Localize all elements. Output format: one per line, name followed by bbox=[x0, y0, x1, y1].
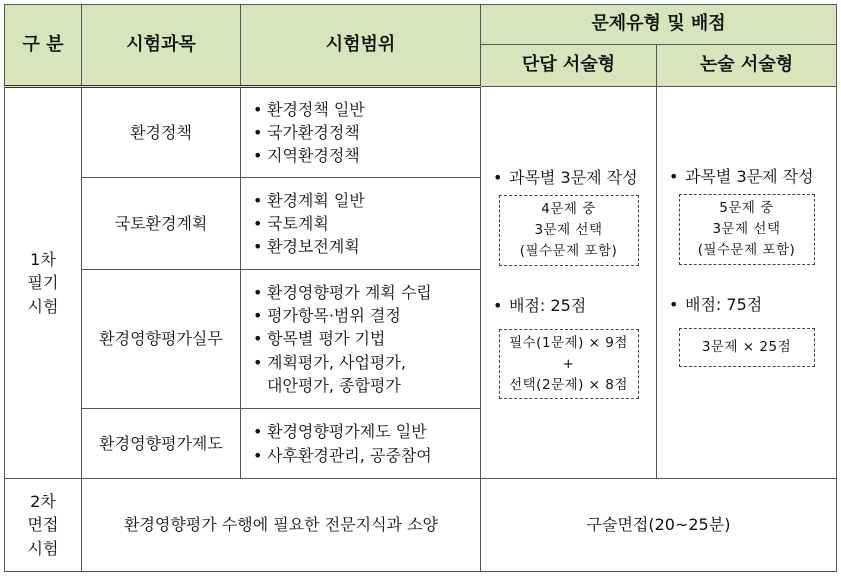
essay-select-line3: (필수문제 포함) bbox=[697, 242, 796, 259]
header-essay: 논술 서술형 bbox=[657, 45, 837, 87]
stage1-label bbox=[5, 87, 82, 479]
scope-item: • 환경계획 일반 bbox=[253, 189, 480, 212]
scope-item: • 환경영향평가 계획 수립 bbox=[253, 281, 480, 304]
stage1-label-line1: 1차 bbox=[30, 250, 56, 270]
stage2-label-line1: 2차 bbox=[30, 492, 56, 512]
header-short-answer: 단답 서술형 bbox=[481, 45, 657, 87]
short-answer-select-line3: (필수문제 포함) bbox=[519, 242, 618, 259]
subject-name: 환경정책 bbox=[82, 87, 241, 178]
short-answer-select-line1: 4문제 중 bbox=[541, 200, 596, 217]
essay-score: • 배점: 75점 bbox=[669, 293, 836, 316]
header-subject: 시험과목 bbox=[82, 5, 241, 87]
header-gubun: 구 분 bbox=[5, 5, 82, 87]
short-answer-write: • 과목별 3문제 작성 bbox=[493, 166, 656, 189]
subject-scope bbox=[241, 270, 481, 409]
stage2-type: 구술면접(20~25분) bbox=[481, 479, 837, 572]
stage1-label-line3: 시험 bbox=[27, 296, 59, 316]
stage2-label bbox=[5, 479, 82, 572]
essay-cell bbox=[657, 87, 837, 479]
scope-item: • 지역환경정책 bbox=[253, 144, 480, 167]
short-answer-score-line3: 선택(2문제) × 8점 bbox=[509, 376, 628, 393]
stage2-label-line2: 면접 bbox=[27, 515, 59, 535]
short-answer-score-line2: + bbox=[562, 355, 575, 372]
short-answer-score: • 배점: 25점 bbox=[493, 294, 656, 317]
subject-scope bbox=[241, 87, 481, 178]
subject-scope bbox=[241, 178, 481, 270]
scope-item: • 항목별 평가 기법 bbox=[253, 327, 480, 350]
essay-select-line2: 3문제 선택 bbox=[712, 221, 781, 238]
subject-scope bbox=[241, 409, 481, 479]
short-answer-score-box bbox=[499, 329, 639, 400]
scope-item: • 평가항목·범위 결정 bbox=[253, 304, 480, 327]
scope-item: • 환경정책 일반 bbox=[253, 98, 480, 121]
essay-score-box bbox=[679, 328, 815, 367]
subject-name: 환경영향평가실무 bbox=[82, 270, 241, 409]
header-question-type: 문제유형 및 배점 bbox=[481, 5, 837, 45]
scope-item: • 사후환경관리, 공중참여 bbox=[253, 444, 480, 467]
exam-table bbox=[4, 4, 837, 572]
scope-item-continuation: 대안평가, 종합평가 bbox=[267, 375, 401, 395]
short-answer-select-line2: 3문제 선택 bbox=[534, 221, 603, 238]
short-answer-score-line1: 필수(1문제) × 9점 bbox=[509, 334, 628, 351]
essay-score-line1: 3문제 × 25점 bbox=[701, 339, 792, 356]
scope-item: • 환경보전계획 bbox=[253, 235, 480, 258]
scope-item: • 계획평가, 사업평가, bbox=[253, 351, 480, 374]
scope-item: • 환경영향평가제도 일반 bbox=[253, 420, 480, 443]
essay-write: • 과목별 3문제 작성 bbox=[669, 165, 836, 188]
essay-select-line1: 5문제 중 bbox=[719, 200, 774, 217]
stage1-label-line2: 필기 bbox=[27, 273, 59, 293]
header-scope: 시험범위 bbox=[241, 5, 481, 87]
short-answer-cell bbox=[481, 87, 657, 479]
stage2-label-line3: 시험 bbox=[27, 538, 59, 558]
short-answer-select-box bbox=[499, 195, 639, 266]
scope-item: • 국토계획 bbox=[253, 212, 480, 235]
subject-name: 환경영향평가제도 bbox=[82, 409, 241, 479]
subject-name: 국토환경계획 bbox=[82, 178, 241, 270]
scope-item: • 국가환경정책 bbox=[253, 121, 480, 144]
stage2-scope: 환경영향평가 수행에 필요한 전문지식과 소양 bbox=[82, 479, 481, 572]
essay-select-box bbox=[679, 194, 815, 265]
